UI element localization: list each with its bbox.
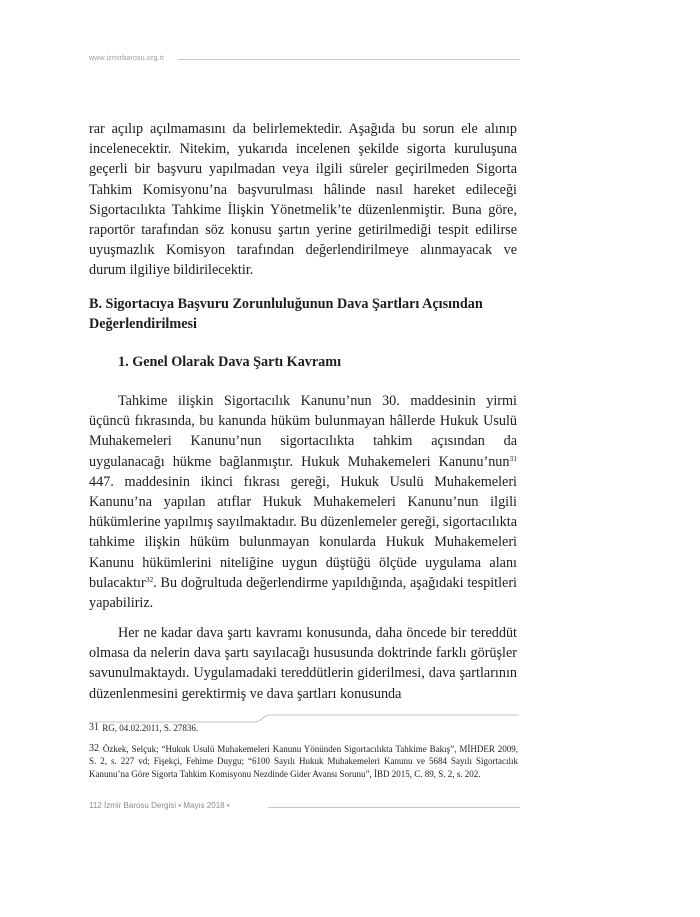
paragraph-3: Her ne kadar dava şartı kavramı konusunda, daha öncede bir tereddüt olmasa da nelerin dava şartı sayılacağı hususunda doktrinde farklı görüşler savunulmaktaydı. Uygulamadaki tereddütlerin giderilmesi, dava şartlarının düzenlenmesini gerektirmiş ve dava şartları konusunda	[89, 625, 517, 702]
paragraph-2-part-1: Tahkime ilişkin Sigortacılık Kanunu’nun 30. maddesinin yirmi üçüncü fıkrasında, bu kanunda hüküm bulunmayan hâllerde Hukuk Usulü Muhakemeleri Kanunu’nun sigortacılıkta tahkim açısından da uygulanacağı hükme bağlanmıştır. Hukuk Muhakemeleri Kanunu’nun	[89, 393, 517, 470]
footnote-ref-32[interactable]: 32	[145, 574, 154, 584]
footer-page-info: 112 İzmir Barosu Dergisi • Mayıs 2018 •	[89, 801, 230, 810]
footnote-number: 31	[89, 722, 99, 733]
footnote-text: RG, 04.02.2011, S. 27836.	[102, 723, 199, 733]
footer-rule	[268, 807, 520, 808]
footnote-number: 32	[89, 743, 99, 754]
paragraph-1: rar açılıp açılmamasını da belirlemektedir. Aşağıda bu sorun ele alınıp incelenecektir. Nitekim, yukarıda incelenen şekilde sigorta kuruluşuna geçerli bir başvuru yapılmadan veya ilgili süreler geçirilmeden Sigorta Tahkim Komisyonu’na başvurulması hâlinde nasıl hareket edileceği Sigortacılıkta Tahkime İlişkin Yönetmelik’te düzenlenmiştir. Buna göre, raportör tarafından söz konusu şartın yerine getirilmediği tespit edilirse uyuşmazlık Komisyon tarafından değerlendirilmeye alınmayacak ve durum ilgiliye bildirilecektir.	[89, 121, 517, 279]
section-heading-b: B. Sigortacıya Başvuru Zorunluluğunun Dava Şartları Açısından Değerlendirilmesi	[89, 296, 483, 333]
paragraph-2	[89, 391, 517, 613]
footnote-32	[89, 743, 518, 780]
header-url: www.izmirbarosu.org.tr	[89, 55, 165, 62]
paragraph-2-part-3: . Bu doğrultuda değerlendirme yapıldığında, aşağıdaki tespitleri yapabiliriz.	[89, 574, 517, 612]
footnote-text: Özkek, Selçuk; “Hukuk Usulü Muhakemeleri Kanunu Yönünden Sigortacılıkta Tahkime Bakış”, MİHDER 2009, S. 2, s. 227 vd; Fişekçi, Fehime Duygu; “6100 Sayılı Hukuk Muhakemeleri Kanunu ve 5684 Sayılı Sigortacılık Kanunu’na Göre Sigorta Tahkim Komisyonu Nezdinde Gider Avansı Sorunu”, İBD 2015, C. 89, S. 2, s. 202.	[89, 744, 519, 779]
footnote-ref-31[interactable]: 31	[509, 453, 517, 463]
paragraph-2-part-2: 447. maddesinin ikinci fıkrası gereği, Hukuk Usulü Muhakemeleri Kanunu’na yapılan atıflar Hukuk Muhakemeleri Kanunu’nun ilgili hükümlerine yapılmış sayılmaktadır. Bu düzenlemeler gereği, sigortacılıkta tahkime ilişkin hüküm bulunmayan konularda Hukuk Muhakemeleri Kanunu hükümlerini niteliğine uygun düştüğü ölçüde uygulama alanı bulacaktır	[89, 473, 517, 591]
subsection-heading-1: 1. Genel Olarak Dava Şartı Kavramı	[118, 354, 342, 370]
footnote-31	[89, 722, 518, 734]
header-rule	[178, 59, 520, 60]
